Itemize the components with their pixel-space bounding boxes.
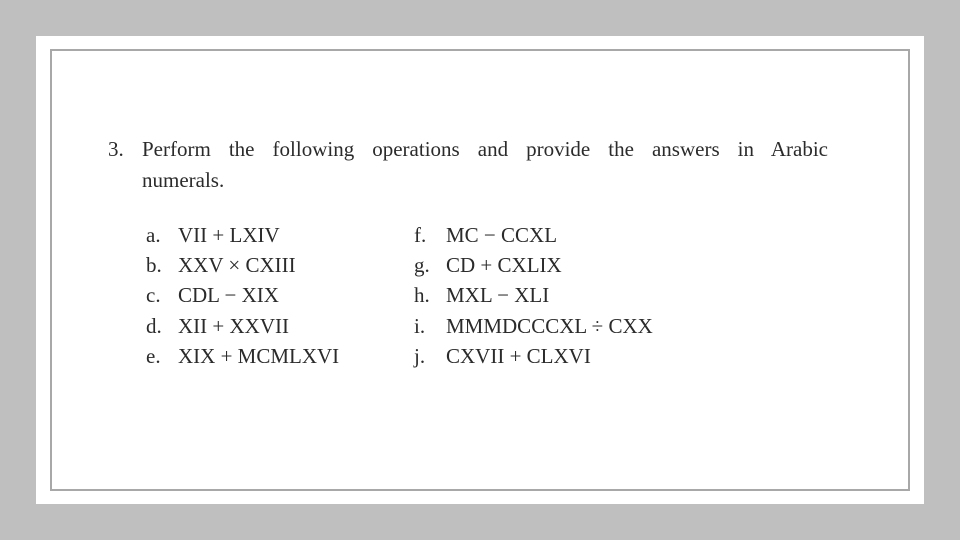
exercise-column-right [414,220,653,371]
exercise-letter: e. [146,343,161,368]
exercise-item-d [146,311,339,341]
exercise-item-g [414,250,653,280]
problem-number: 3. [108,137,124,161]
exercise-column-left [146,220,339,371]
exercise-expression: CDL − XIX [178,283,279,308]
problem-statement-line-1: Perform the following operations and provide the answers in Arabic [142,137,828,161]
problem-3 [108,134,828,368]
exercise-letter: d. [146,313,162,338]
exercise-expression: CXVII + CLXVI [446,343,591,368]
exercise-item-i [414,311,653,341]
exercise-item-c [146,280,339,310]
exercise-item-f [414,220,653,250]
exercise-expression: XXV × CXIII [178,253,296,278]
exercise-letter: f. [414,223,427,247]
problem-statement-line-2: numerals. [142,168,225,192]
exercise-letter: a. [146,223,161,247]
exercise-item-e [146,341,339,371]
problem-statement [142,134,828,196]
exercise-expression: XII + XXVII [178,313,289,338]
exercise-expression: VII + LXIV [178,223,280,247]
exercise-expression: MMMDCCCXL ÷ CXX [446,313,653,338]
exercise-item-h [414,280,653,310]
exercise-expression: MC − CCXL [446,223,558,247]
problem-stem [108,134,828,196]
exercise-item-a [146,220,339,250]
exercise-item-j [414,341,653,371]
exercise-letter: b. [146,253,162,278]
exercise-letter: i. [414,313,426,338]
exercise-letter: h. [414,283,430,308]
exercise-letter: g. [414,253,430,278]
exercise-item-b [146,250,339,280]
exercise-expression: MXL − XLI [446,283,550,308]
exercise-letter: c. [146,283,161,308]
exercise-letter: j. [414,343,426,368]
exercise-expression: CD + CXLIX [446,253,562,278]
exercise-expression: XIX + MCMLXVI [178,343,340,368]
